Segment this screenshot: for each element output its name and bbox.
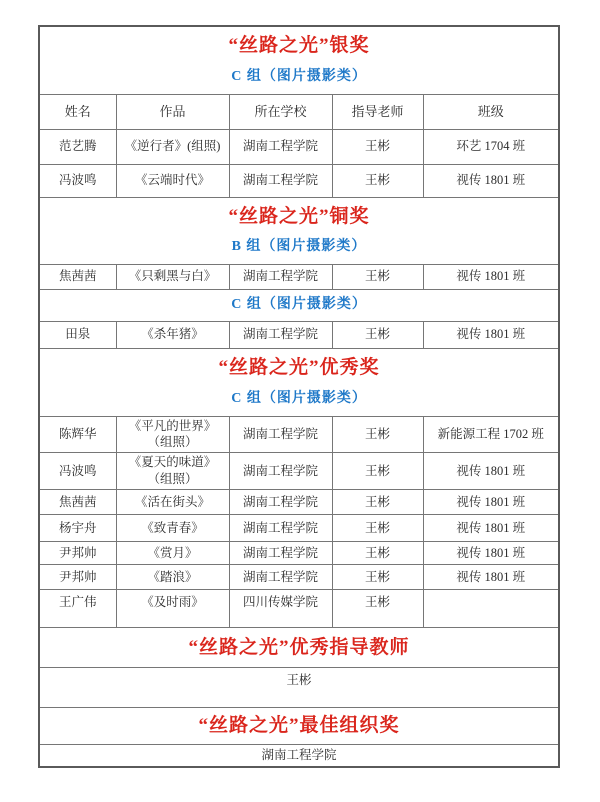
bronze-award-title: “丝路之光”铜奖 xyxy=(228,205,370,227)
cell-school: 湖南工程学院 xyxy=(229,321,332,348)
cell-school: 湖南工程学院 xyxy=(229,416,332,453)
silver-award-cell xyxy=(39,26,559,94)
section-bronze-header xyxy=(39,197,559,264)
cell-school: 湖南工程学院 xyxy=(229,515,332,542)
cell-class: 视传 1801 班 xyxy=(423,453,559,490)
col-header-teacher: 指导老师 xyxy=(332,94,423,129)
cell-work: 《致青春》 xyxy=(116,515,229,542)
cell-name: 田泉 xyxy=(39,321,116,348)
excellence-award-group: C 组（图片摄影类） xyxy=(231,390,367,406)
section-teacher-award-header xyxy=(39,628,559,668)
col-header-class: 班级 xyxy=(423,94,559,129)
cell-teacher: 王彬 xyxy=(332,164,423,197)
cell-school: 湖南工程学院 xyxy=(229,129,332,164)
cell-school: 湖南工程学院 xyxy=(229,490,332,515)
table-row xyxy=(39,490,559,515)
organization-award-winner-row xyxy=(39,745,559,767)
table-row xyxy=(39,129,559,164)
table-row xyxy=(39,416,559,453)
cell-work: 《云端时代》 xyxy=(116,164,229,197)
awards-document xyxy=(38,25,560,768)
col-header-work: 作品 xyxy=(116,94,229,129)
cell-teacher: 王彬 xyxy=(332,129,423,164)
section-organization-award-header xyxy=(39,708,559,745)
cell-name: 冯波鸣 xyxy=(39,453,116,490)
excellence-award-title: “丝路之光”优秀奖 xyxy=(218,357,380,379)
cell-name: 尹邦帅 xyxy=(39,542,116,565)
table-row xyxy=(39,321,559,348)
bronze-award-group-c: C 组（图片摄影类） xyxy=(231,296,367,312)
cell-teacher: 王彬 xyxy=(332,515,423,542)
organization-award-winner: 湖南工程学院 xyxy=(39,745,559,767)
table-row xyxy=(39,590,559,628)
cell-class xyxy=(423,590,559,628)
table-row xyxy=(39,515,559,542)
teacher-award-winner-row xyxy=(39,668,559,708)
cell-teacher: 王彬 xyxy=(332,264,423,289)
section-excellence-header xyxy=(39,348,559,416)
table-row xyxy=(39,264,559,289)
cell-name: 冯波鸣 xyxy=(39,164,116,197)
cell-school: 湖南工程学院 xyxy=(229,453,332,490)
cell-class: 环艺 1704 班 xyxy=(423,129,559,164)
cell-school: 湖南工程学院 xyxy=(229,565,332,590)
bronze-group-c-cell xyxy=(39,289,559,321)
col-header-name: 姓名 xyxy=(39,94,116,129)
table-row xyxy=(39,164,559,197)
cell-name: 尹邦帅 xyxy=(39,565,116,590)
cell-name: 范艺腾 xyxy=(39,129,116,164)
section-silver-header xyxy=(39,26,559,94)
cell-name: 焦茜茜 xyxy=(39,490,116,515)
cell-teacher: 王彬 xyxy=(332,453,423,490)
cell-class: 新能源工程 1702 班 xyxy=(423,416,559,453)
bronze-award-cell xyxy=(39,197,559,264)
cell-teacher: 王彬 xyxy=(332,590,423,628)
teacher-award-winner: 王彬 xyxy=(39,668,559,708)
cell-work: 《只剩黑与白》 xyxy=(116,264,229,289)
col-header-school: 所在学校 xyxy=(229,94,332,129)
cell-class: 视传 1801 班 xyxy=(423,515,559,542)
column-header-row xyxy=(39,94,559,129)
cell-work: 《平凡的世界》（组照） xyxy=(116,416,229,453)
teacher-award-title: “丝路之光”优秀指导教师 xyxy=(188,636,410,658)
cell-class: 视传 1801 班 xyxy=(423,542,559,565)
cell-name: 陈辉华 xyxy=(39,416,116,453)
cell-work: 《杀年猪》 xyxy=(116,321,229,348)
teacher-award-cell xyxy=(39,628,559,668)
cell-class: 视传 1801 班 xyxy=(423,164,559,197)
cell-class: 视传 1801 班 xyxy=(423,565,559,590)
cell-name: 杨宇舟 xyxy=(39,515,116,542)
cell-name: 王广伟 xyxy=(39,590,116,628)
cell-work: 《夏天的味道》（组照） xyxy=(116,453,229,490)
silver-award-group: C 组（图片摄影类） xyxy=(231,69,367,85)
bronze-award-group-b: B 组（图片摄影类） xyxy=(231,239,367,255)
section-bronze-group-c xyxy=(39,289,559,321)
organization-award-title: “丝路之光”最佳组织奖 xyxy=(198,715,400,737)
table-row xyxy=(39,542,559,565)
cell-class: 视传 1801 班 xyxy=(423,321,559,348)
cell-name: 焦茜茜 xyxy=(39,264,116,289)
cell-teacher: 王彬 xyxy=(332,416,423,453)
cell-school: 四川传媒学院 xyxy=(229,590,332,628)
cell-work: 《踏浪》 xyxy=(116,565,229,590)
table-row xyxy=(39,565,559,590)
table-row xyxy=(39,453,559,490)
cell-work: 《及时雨》 xyxy=(116,590,229,628)
cell-class: 视传 1801 班 xyxy=(423,490,559,515)
cell-teacher: 王彬 xyxy=(332,542,423,565)
cell-work: 《活在街头》 xyxy=(116,490,229,515)
cell-class: 视传 1801 班 xyxy=(423,264,559,289)
cell-teacher: 王彬 xyxy=(332,321,423,348)
excellence-award-cell xyxy=(39,348,559,416)
cell-teacher: 王彬 xyxy=(332,490,423,515)
cell-teacher: 王彬 xyxy=(332,565,423,590)
organization-award-cell xyxy=(39,708,559,745)
awards-table xyxy=(38,25,560,768)
cell-work: 《逆行者》(组照) xyxy=(116,129,229,164)
cell-school: 湖南工程学院 xyxy=(229,164,332,197)
cell-school: 湖南工程学院 xyxy=(229,542,332,565)
silver-award-title: “丝路之光”银奖 xyxy=(228,35,370,57)
cell-work: 《赏月》 xyxy=(116,542,229,565)
cell-school: 湖南工程学院 xyxy=(229,264,332,289)
